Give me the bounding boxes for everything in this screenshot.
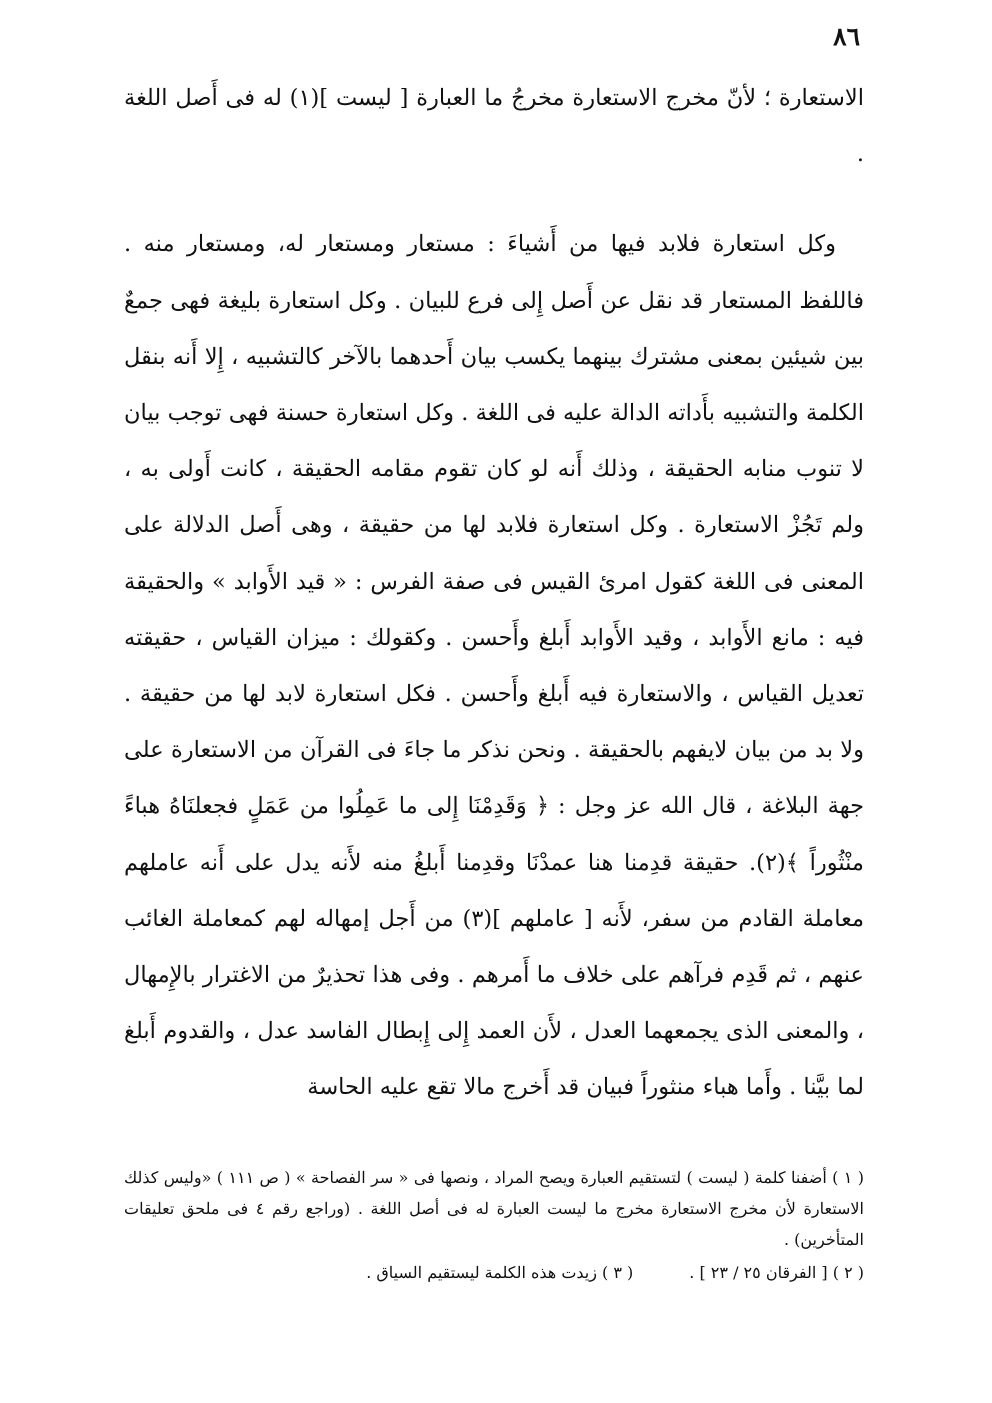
paragraph-2: وكل استعارة فلابد فيها من أَشياءَ : مستعار ومستعار له، ومستعار منه . فاللفظ المستعار قد نقل عن أَصل إِلى فرع للبيان . وكل استعارة بليغة فهى جمعٌ بين شيئين بمعنى مشترك بينهما يكسب بيان أَحدهما بالآخر كالتشبيه ، إِلا أَنه بنقل الكلمة والتشبيه بأَداته الدالة عليه فى اللغة . وكل استعارة حسنة فهى توجب بيان لا تنوب منابه الحقيقة ، وذلك أَنه لو كان تقوم مقامه الحقيقة ، كانت أَولى به ، ولم تَجُزْ الاستعارة . وكل استعارة فلابد لها من حقيقة ، وهى أَصل الدلالة على المعنى فى اللغة كقول امرئ القيس فى صفة الفرس : « قيد الأَوابد » والحقيقة فيه : مانع الأَوابد ، وقيد الأَوابد أَبلغ وأَحسن . وكقولك : ميزان القياس ، حقيقته تعديل القياس ، والاستعارة فيه أَبلغ وأَحسن . فكل استعارة لابد لها من حقيقة . ولا بد من بيان لايفهم بالحقيقة . ونحن نذكر ما جاءَ فى القرآن من الاستعارة على جهة البلاغة ، قال الله عز وجل : ﴿ وَقَدِمْنَا إِلى ما عَمِلُوا من عَمَلٍ فجعلنَاهُ هباءً منْثُوراً ﴾(٢). حقيقة قدِمنا هنا عمدْنَا وقدِمنا أَبلغُ منه لأَنه يدل على أَنه عاملهم معاملة القادم من سفر، لأَنه [ عاملهم ](٣) من أَجل إمهاله لهم كمعاملة الغائب عنهم ، ثم قَدِم فرآهم على خلاف ما أَمرهم . وفى هذا تحذيرٌ من الاغترار بالإِمهال ، والمعنى الذى يجمعهما العدل ، لأَن العمد إِلى إِبطال الفاسد عدل ، والقدوم أَبلغ لما بيَّنا . وأَما هباء منثوراً فبيان قد أَخرج مالا تقع عليه الحاسة <box>124 231 864 1101</box>
paragraph-gap <box>124 182 864 216</box>
footnote-row <box>124 1257 864 1288</box>
main-text <box>124 70 864 1116</box>
footnote-2: ( ٢ ) [ الفرقان ٢٥ / ٢٣ ] . <box>689 1263 864 1282</box>
footnotes <box>124 1162 864 1288</box>
footnote-1: ( ١ ) أضفنا كلمة ( ليست ) لتستقيم العبارة ويصح المراد ، ونصها فى « سر الفصاحة » ( ص ١١١ ) «وليس كذلك الاستعارة لأن مخرج الاستعارة مخرج ما ليست العبارة له فى أصل اللغة . (وراجع رقم ٤ فى ملحق تعليقات المتأخرين) . <box>124 1168 865 1249</box>
footnote-3: ( ٣ ) زيدت هذه الكلمة ليستقيم السياق . <box>366 1263 634 1282</box>
paragraph-1: الاستعارة ؛ لأنّ مخرج الاستعارة مخرجُ ما العبارة [ ليست ](١) له فى أَصل اللغة . <box>124 85 864 168</box>
page-number: ٨٦ <box>833 22 860 51</box>
